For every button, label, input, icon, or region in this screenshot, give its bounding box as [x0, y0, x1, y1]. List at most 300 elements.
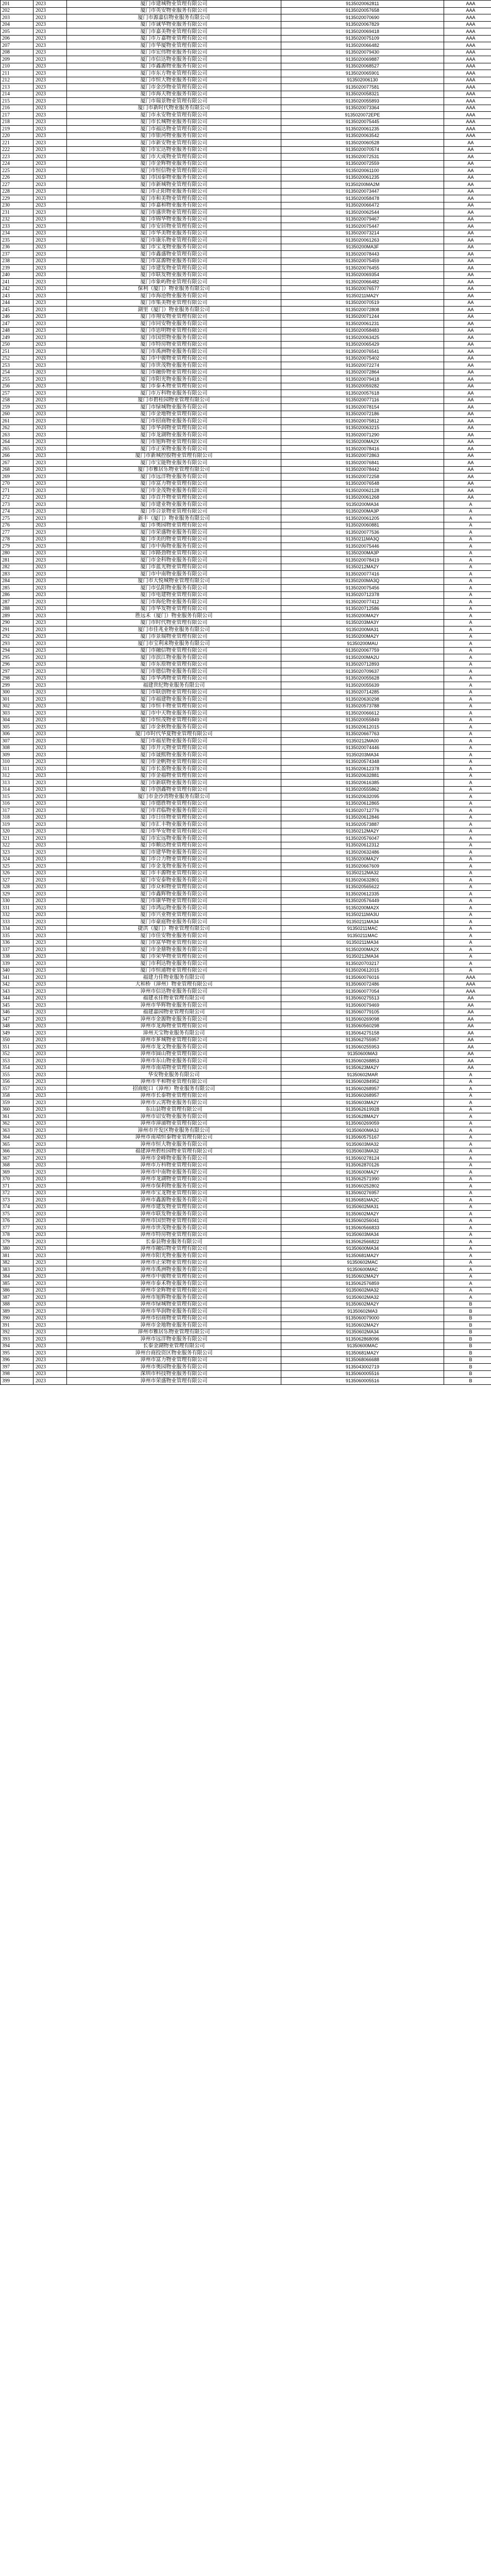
year-cell: 2023 [33, 835, 67, 842]
year-cell: 2023 [33, 418, 67, 425]
credit-code-cell: 91350211MAC [281, 925, 444, 933]
year-cell: 2023 [33, 1162, 67, 1169]
row-index-cell: 219 [1, 126, 33, 133]
row-index-cell: 205 [1, 28, 33, 36]
grade-cell: A [444, 1245, 491, 1252]
year-cell: 2023 [33, 299, 67, 307]
company-name-cell: 厦门市信达物业服务有限公司 [67, 56, 281, 63]
company-name-cell: 厦门市思明物业管理有限公司 [67, 327, 281, 334]
year-cell: 2023 [33, 703, 67, 710]
grade-cell: A [444, 842, 491, 849]
credit-code-cell: 91350200MA2M [281, 181, 444, 189]
grade-cell: A [444, 1092, 491, 1099]
row-index-cell: 296 [1, 661, 33, 668]
table-row [1, 1078, 491, 1086]
grade-cell: A [444, 710, 491, 717]
row-index-cell: 372 [1, 1190, 33, 1197]
row-index-cell: 221 [1, 140, 33, 147]
company-name-cell: 长泰金湖物业管理有限公司 [67, 1343, 281, 1350]
year-cell: 2023 [33, 515, 67, 522]
table-row [1, 446, 491, 453]
credit-code-cell: 9135020061263 [281, 237, 444, 244]
company-name-cell: 漳州市华润物业服务有限公司 [67, 1308, 281, 1315]
table-row [1, 438, 491, 446]
row-index-cell: 246 [1, 313, 33, 320]
grade-cell: A [444, 661, 491, 668]
year-cell: 2023 [33, 953, 67, 960]
row-index-cell: 323 [1, 849, 33, 856]
table-row [1, 599, 491, 606]
credit-code-cell: 91350211MA3U [281, 911, 444, 919]
row-index-cell: 359 [1, 1099, 33, 1107]
table-row [1, 126, 491, 133]
grade-cell: AAA [444, 63, 491, 70]
year-cell: 2023 [33, 717, 67, 724]
year-cell: 2023 [33, 285, 67, 293]
credit-code-cell: 9135020565622 [281, 884, 444, 891]
company-name-cell: 湖里（厦门）物业服务有限公司 [67, 307, 281, 314]
year-cell: 2023 [33, 800, 67, 807]
credit-code-cell: 9135020075447 [281, 223, 444, 230]
row-index-cell: 306 [1, 731, 33, 738]
company-name-cell: 保利（厦门）物业服务有限公司 [67, 285, 281, 293]
company-name-cell: 厦门市新时代物业服务有限公司 [67, 105, 281, 112]
credit-code-cell: 91350602MA2Y [281, 1301, 444, 1308]
company-name-cell: 厦门市金龙物业服务有限公司 [67, 863, 281, 870]
grade-cell: A [444, 849, 491, 856]
year-cell: 2023 [33, 585, 67, 592]
year-cell: 2023 [33, 744, 67, 752]
row-index-cell: 364 [1, 1134, 33, 1141]
year-cell: 2023 [33, 1301, 67, 1308]
credit-code-cell: 9135020073364 [281, 105, 444, 112]
credit-code-cell: 9135062576859 [281, 1280, 444, 1287]
table-row [1, 285, 491, 293]
row-index-cell: 381 [1, 1252, 33, 1260]
credit-code-cell: 9135020072274 [281, 362, 444, 369]
company-name-cell: 厦门市鑫辉物业服务有限公司 [67, 891, 281, 898]
row-index-cell: 208 [1, 49, 33, 56]
table-row [1, 842, 491, 849]
grade-cell: A [444, 1287, 491, 1294]
company-name-cell: 厦门市雅居乐物业管理有限公司 [67, 466, 281, 473]
year-cell: 2023 [33, 939, 67, 946]
table-row [1, 494, 491, 501]
year-cell: 2023 [33, 362, 67, 369]
grade-cell: A [444, 828, 491, 835]
table-row [1, 647, 491, 654]
row-index-cell: 201 [1, 1, 33, 8]
table-row [1, 132, 491, 140]
row-index-cell: 383 [1, 1266, 33, 1274]
credit-code-cell: 9135020073447 [281, 188, 444, 195]
table-row [1, 1204, 491, 1211]
grade-cell: A [444, 515, 491, 522]
row-index-cell: 295 [1, 654, 33, 662]
table-row [1, 933, 491, 940]
company-name-cell: 厦门市富源物业服务有限公司 [67, 258, 281, 265]
row-index-cell: 236 [1, 244, 33, 251]
grade-cell: A [444, 967, 491, 974]
company-name-cell: 厦门市合力物业管理有限公司 [67, 856, 281, 863]
table-row [1, 772, 491, 779]
row-index-cell: 363 [1, 1127, 33, 1134]
grade-cell: A [444, 821, 491, 828]
company-name-cell: 漳州市开发区物业服务有限公司 [67, 1127, 281, 1134]
row-index-cell: 327 [1, 877, 33, 884]
table-row [1, 995, 491, 1002]
year-cell: 2023 [33, 1266, 67, 1274]
row-index-cell: 379 [1, 1239, 33, 1246]
year-cell: 2023 [33, 870, 67, 877]
credit-code-cell: 9135020067759 [281, 647, 444, 654]
credit-code-cell: 9135062566822 [281, 1239, 444, 1246]
row-index-cell: 244 [1, 299, 33, 307]
company-name-cell: 漳州市阳光物业服务有限公司 [67, 1252, 281, 1260]
year-cell: 2023 [33, 1259, 67, 1266]
year-cell: 2023 [33, 633, 67, 640]
row-index-cell: 346 [1, 1009, 33, 1016]
table-row [1, 390, 491, 397]
table-row [1, 56, 491, 63]
grade-cell: AA [444, 480, 491, 487]
company-name-cell: 厦门市宝能物业服务有限公司 [67, 460, 281, 467]
year-cell: 2023 [33, 77, 67, 84]
table-row [1, 1364, 491, 1371]
credit-code-cell: 91350603MA2Y [281, 1099, 444, 1107]
year-cell: 2023 [33, 334, 67, 342]
row-index-cell: 351 [1, 1044, 33, 1051]
credit-code-cell: 9135020055893 [281, 98, 444, 105]
credit-code-cell: 9135020079467 [281, 216, 444, 223]
row-index-cell: 397 [1, 1364, 33, 1371]
grade-cell: A [444, 1225, 491, 1232]
company-name-cell: 厦门市新安物业管理有限公司 [67, 140, 281, 147]
row-index-cell: 287 [1, 599, 33, 606]
credit-code-cell: 9135060575167 [281, 1134, 444, 1141]
table-row [1, 897, 491, 905]
table-row [1, 668, 491, 675]
row-index-cell: 373 [1, 1197, 33, 1204]
year-cell: 2023 [33, 397, 67, 404]
credit-code-cell: 9135020075812 [281, 418, 444, 425]
grade-cell: AA [444, 397, 491, 404]
credit-code-cell: 9135060269098 [281, 1016, 444, 1023]
row-index-cell: 368 [1, 1162, 33, 1169]
company-name-cell: 厦门市佳安物业服务有限公司 [67, 933, 281, 940]
row-index-cell: 339 [1, 960, 33, 968]
table-row [1, 195, 491, 202]
row-index-cell: 270 [1, 480, 33, 487]
company-name-cell: 东山县物业管理有限公司 [67, 1106, 281, 1113]
grade-cell: A [444, 508, 491, 515]
year-cell: 2023 [33, 807, 67, 815]
table-row [1, 146, 491, 154]
company-name-cell: 漳州市国贸物业管理有限公司 [67, 1217, 281, 1225]
credit-code-cell: 91350200MA3F [281, 244, 444, 251]
grade-cell: A [444, 758, 491, 766]
grade-cell: AA [444, 140, 491, 147]
company-name-cell: 厦门市万嘉物业管理有限公司 [67, 35, 281, 42]
year-cell: 2023 [33, 772, 67, 779]
company-name-cell: 厦门市合景物业管理有限公司 [67, 508, 281, 515]
credit-code-cell: 9135020076548 [281, 480, 444, 487]
year-cell: 2023 [33, 995, 67, 1002]
credit-code-cell: 9135020057618 [281, 390, 444, 397]
table-row [1, 14, 491, 22]
table-row [1, 237, 491, 244]
table-row [1, 786, 491, 793]
year-cell: 2023 [33, 1113, 67, 1121]
row-index-cell: 301 [1, 696, 33, 703]
company-name-cell: 厦门市众和物业管理有限公司 [67, 884, 281, 891]
grade-cell: AA [444, 1002, 491, 1009]
credit-code-cell: 91350602MA2Y [281, 1273, 444, 1280]
credit-code-cell: 9135060079000 [281, 1315, 444, 1322]
year-cell: 2023 [33, 1050, 67, 1058]
company-name-cell: 漳州市世茂物业服务有限公司 [67, 1225, 281, 1232]
table-row [1, 856, 491, 863]
year-cell: 2023 [33, 849, 67, 856]
table-row [1, 619, 491, 626]
credit-code-cell: 91350212MA32 [281, 870, 444, 877]
credit-code-cell: 91350681MA2Y [281, 1350, 444, 1357]
company-name-cell: 厦门市建发物业管理有限公司 [67, 265, 281, 272]
credit-code-cell: 91350200MA34 [281, 501, 444, 509]
row-index-cell: 337 [1, 946, 33, 954]
row-index-cell: 281 [1, 557, 33, 564]
row-index-cell: 251 [1, 348, 33, 355]
table-row [1, 327, 491, 334]
credit-code-cell: 91350602MA3 [281, 1308, 444, 1315]
grade-cell: AA [444, 438, 491, 446]
grade-cell: AA [444, 244, 491, 251]
year-cell: 2023 [33, 1155, 67, 1162]
row-index-cell: 245 [1, 307, 33, 314]
year-cell: 2023 [33, 487, 67, 495]
grade-cell: AAA [444, 70, 491, 77]
table-row [1, 1030, 491, 1037]
table-row [1, 1155, 491, 1162]
grade-cell: A [444, 717, 491, 724]
grade-cell: A [444, 1078, 491, 1086]
year-cell: 2023 [33, 376, 67, 383]
grade-cell: A [444, 835, 491, 842]
year-cell: 2023 [33, 230, 67, 237]
table-row [1, 140, 491, 147]
credit-code-cell: 9135020712378 [281, 591, 444, 599]
row-index-cell: 345 [1, 1002, 33, 1009]
year-cell: 2023 [33, 536, 67, 543]
grade-cell: A [444, 1183, 491, 1190]
credit-code-cell: 9135020075445 [281, 118, 444, 126]
row-index-cell: 257 [1, 390, 33, 397]
grade-cell: AA [444, 425, 491, 432]
grade-cell: AA [444, 1050, 491, 1058]
credit-code-cell: 9135020574348 [281, 758, 444, 766]
grade-cell: A [444, 946, 491, 954]
grade-cell: AA [444, 279, 491, 286]
row-index-cell: 212 [1, 77, 33, 84]
grade-cell: A [444, 536, 491, 543]
company-name-cell: 漳州市中南物业服务有限公司 [67, 1169, 281, 1176]
row-index-cell: 276 [1, 522, 33, 529]
grade-cell: AA [444, 313, 491, 320]
row-index-cell: 285 [1, 585, 33, 592]
table-row [1, 1211, 491, 1218]
row-index-cell: 384 [1, 1273, 33, 1280]
company-name-cell: 厦门市鸿运物业服务有限公司 [67, 905, 281, 912]
grade-cell: B [444, 1301, 491, 1308]
row-index-cell: 235 [1, 237, 33, 244]
table-row [1, 209, 491, 216]
row-index-cell: 357 [1, 1086, 33, 1093]
grade-cell: A [444, 766, 491, 773]
row-index-cell: 321 [1, 835, 33, 842]
row-index-cell: 354 [1, 1064, 33, 1072]
company-name-cell: 漳州市芗城物业管理有限公司 [67, 1037, 281, 1044]
credit-code-cell: 9135020061231 [281, 320, 444, 328]
year-cell: 2023 [33, 814, 67, 821]
table-row [1, 1308, 491, 1315]
year-cell: 2023 [33, 1322, 67, 1329]
row-index-cell: 385 [1, 1280, 33, 1287]
company-name-cell: 厦门市建业物业服务有限公司 [67, 501, 281, 509]
credit-code-cell: 91350603MA32 [281, 1141, 444, 1148]
row-index-cell: 389 [1, 1308, 33, 1315]
table-row [1, 167, 491, 175]
company-name-cell: 漳州市龙文物业服务有限公司 [67, 1044, 281, 1051]
credit-code-cell: 91350200MA2Y [281, 633, 444, 640]
credit-code-cell: 9135020612335 [281, 891, 444, 898]
row-index-cell: 218 [1, 118, 33, 126]
table-row [1, 42, 491, 49]
row-index-cell: 392 [1, 1329, 33, 1336]
company-name-cell: 漳州市宝龙物业管理有限公司 [67, 1190, 281, 1197]
row-index-cell: 247 [1, 320, 33, 328]
table-row [1, 1239, 491, 1246]
row-index-cell: 361 [1, 1113, 33, 1121]
grade-cell: A [444, 1252, 491, 1260]
grade-cell: AAA [444, 14, 491, 22]
row-index-cell: 237 [1, 251, 33, 258]
grade-cell: AA [444, 348, 491, 355]
table-row [1, 1225, 491, 1232]
year-cell: 2023 [33, 828, 67, 835]
company-name-cell: 厦门市首开物业管理有限公司 [67, 494, 281, 501]
grade-cell: AA [444, 487, 491, 495]
year-cell: 2023 [33, 668, 67, 675]
table-row [1, 1106, 491, 1113]
table-row [1, 870, 491, 877]
grade-cell: AA [444, 146, 491, 154]
company-name-cell: 漳州台商投资区物业服务有限公司 [67, 1350, 281, 1357]
company-name-cell: 厦门市天成物业管理有限公司 [67, 154, 281, 161]
grade-cell: AA [444, 230, 491, 237]
credit-code-cell: 91350200MA3P [281, 550, 444, 557]
year-cell: 2023 [33, 522, 67, 529]
credit-code-cell: 9135020060881 [281, 522, 444, 529]
table-row [1, 591, 491, 599]
year-cell: 2023 [33, 383, 67, 390]
table-row [1, 1273, 491, 1280]
year-cell: 2023 [33, 369, 67, 376]
table-row [1, 35, 491, 42]
grade-cell: AA [444, 466, 491, 473]
company-name-cell: 厦门市联发物业服务有限公司 [67, 272, 281, 279]
grade-cell: A [444, 793, 491, 801]
credit-code-cell: 91350212MA00 [281, 738, 444, 745]
row-index-cell: 329 [1, 891, 33, 898]
row-index-cell: 290 [1, 619, 33, 626]
year-cell: 2023 [33, 758, 67, 766]
table-row [1, 279, 491, 286]
company-name-cell: 漳州市正荣物业管理有限公司 [67, 1259, 281, 1266]
table-row [1, 1120, 491, 1127]
credit-code-cell: 9135060005516 [281, 1378, 444, 1385]
grade-cell: AAA [444, 118, 491, 126]
company-name-cell: 漳州市信达物业服务有限公司 [67, 988, 281, 995]
grade-cell: A [444, 772, 491, 779]
grade-cell: B [444, 1329, 491, 1336]
company-name-cell: 漳州市招商物业管理有限公司 [67, 1315, 281, 1322]
year-cell: 2023 [33, 404, 67, 411]
credit-code-cell: 9135020078154 [281, 404, 444, 411]
table-row [1, 1162, 491, 1169]
year-cell: 2023 [33, 1211, 67, 1218]
credit-code-cell: 9135020075109 [281, 35, 444, 42]
row-index-cell: 396 [1, 1357, 33, 1364]
row-index-cell: 260 [1, 411, 33, 418]
row-index-cell: 320 [1, 828, 33, 835]
row-index-cell: 305 [1, 724, 33, 731]
grade-cell: A [444, 1134, 491, 1141]
year-cell: 2023 [33, 313, 67, 320]
table-row [1, 1287, 491, 1294]
year-cell: 2023 [33, 320, 67, 328]
credit-code-cell: 9135020066472 [281, 202, 444, 209]
grade-cell: AAA [444, 981, 491, 988]
row-index-cell: 302 [1, 703, 33, 710]
row-index-cell: 398 [1, 1370, 33, 1378]
grade-cell: A [444, 960, 491, 968]
company-name-cell: 厦门市恒丰物业管理有限公司 [67, 703, 281, 710]
credit-code-cell: 9135060076016 [281, 974, 444, 981]
company-name-cell: 漳州市中骏物业管理有限公司 [67, 1273, 281, 1280]
year-cell: 2023 [33, 446, 67, 453]
row-index-cell: 394 [1, 1343, 33, 1350]
year-cell: 2023 [33, 543, 67, 550]
grade-cell: A [444, 675, 491, 682]
grade-cell: AAA [444, 974, 491, 981]
year-cell: 2023 [33, 919, 67, 926]
row-index-cell: 250 [1, 341, 33, 348]
grade-cell: AA [444, 460, 491, 467]
grade-cell: B [444, 1357, 491, 1364]
grade-cell: AA [444, 293, 491, 300]
credit-code-cell: 91350200MA2X [281, 438, 444, 446]
company-name-cell: 厦门市鑫盛物业管理有限公司 [67, 251, 281, 258]
credit-code-cell: 91350603MA34 [281, 1231, 444, 1239]
year-cell: 2023 [33, 675, 67, 682]
company-name-cell: 厦门市宏伟物业服务有限公司 [67, 49, 281, 56]
company-name-cell: 厦门市同安物业服务有限公司 [67, 320, 281, 328]
credit-code-cell: 9135020072559 [281, 160, 444, 167]
row-index-cell: 234 [1, 230, 33, 237]
grade-cell: A [444, 1204, 491, 1211]
row-index-cell: 334 [1, 925, 33, 933]
credit-code-cell: 9135020703217 [281, 960, 444, 968]
